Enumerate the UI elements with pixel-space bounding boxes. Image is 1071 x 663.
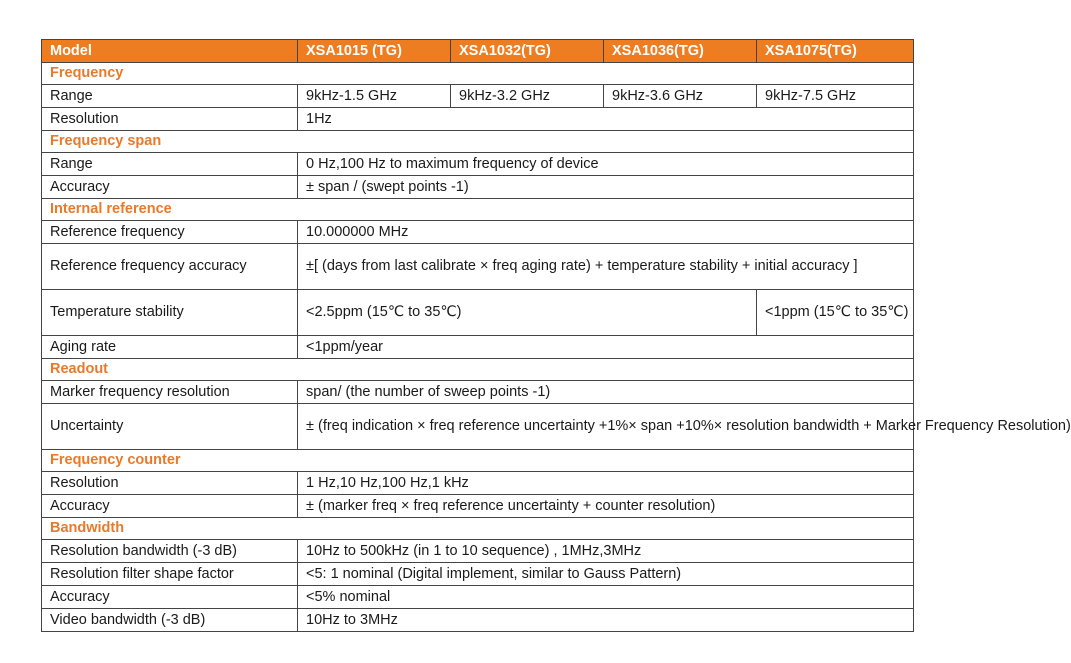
table-row <box>42 404 914 450</box>
section-title: Frequency <box>42 63 914 85</box>
cell-value: <5% nominal <box>298 586 914 609</box>
header-xsa1036: XSA1036(TG) <box>604 40 757 63</box>
row-label: Reference frequency <box>42 221 298 244</box>
table-row <box>42 495 914 518</box>
section-internal-reference <box>42 199 914 221</box>
cell-value: ± (freq indication × freq reference uncertainty +1%× span +10%× resolution bandwidth + Marker Frequency Resolution) <box>298 404 914 450</box>
row-label: Marker frequency resolution <box>42 381 298 404</box>
table-row <box>42 108 914 131</box>
cell-value: 0 Hz,100 Hz to maximum frequency of device <box>298 153 914 176</box>
row-label: Range <box>42 85 298 108</box>
section-title: Bandwidth <box>42 518 914 540</box>
table-row <box>42 336 914 359</box>
table-row <box>42 85 914 108</box>
row-label: Accuracy <box>42 586 298 609</box>
header-xsa1075: XSA1075(TG) <box>757 40 914 63</box>
row-label: Temperature stability <box>42 290 298 336</box>
cell-value: 9kHz-3.2 GHz <box>451 85 604 108</box>
cell-value: ±[ (days from last calibrate × freq aging rate) + temperature stability + initial accuracy ] <box>298 244 914 290</box>
cell-value: ± span / (swept points -1) <box>298 176 914 199</box>
cell-value: ± (marker freq × freq reference uncertainty + counter resolution) <box>298 495 914 518</box>
section-readout <box>42 359 914 381</box>
table-row <box>42 221 914 244</box>
row-label: Resolution <box>42 108 298 131</box>
row-label: Resolution filter shape factor <box>42 563 298 586</box>
row-label: Aging rate <box>42 336 298 359</box>
cell-value: <1ppm/year <box>298 336 914 359</box>
cell-value: 10Hz to 3MHz <box>298 609 914 632</box>
table-row <box>42 153 914 176</box>
row-label: Reference frequency accuracy <box>42 244 298 290</box>
row-label: Video bandwidth (-3 dB) <box>42 609 298 632</box>
row-label: Resolution <box>42 472 298 495</box>
header-xsa1015: XSA1015 (TG) <box>298 40 451 63</box>
section-frequency <box>42 63 914 85</box>
row-label: Accuracy <box>42 176 298 199</box>
table-row <box>42 563 914 586</box>
row-label: Resolution bandwidth (-3 dB) <box>42 540 298 563</box>
table-row <box>42 540 914 563</box>
cell-value: 1Hz <box>298 108 914 131</box>
cell-value: 9kHz-7.5 GHz <box>757 85 914 108</box>
row-label: Accuracy <box>42 495 298 518</box>
section-title: Internal reference <box>42 199 914 221</box>
row-label: Range <box>42 153 298 176</box>
section-frequency-span <box>42 131 914 153</box>
section-title: Readout <box>42 359 914 381</box>
cell-value: 10.000000 MHz <box>298 221 914 244</box>
table-row <box>42 586 914 609</box>
table-row <box>42 609 914 632</box>
cell-value: <5: 1 nominal (Digital implement, similar to Gauss Pattern) <box>298 563 914 586</box>
header-xsa1032: XSA1032(TG) <box>451 40 604 63</box>
table-row <box>42 472 914 495</box>
cell-value: 9kHz-1.5 GHz <box>298 85 451 108</box>
row-label: Uncertainty <box>42 404 298 450</box>
section-bandwidth <box>42 518 914 540</box>
table-row <box>42 176 914 199</box>
cell-value: <2.5ppm (15℃ to 35℃) <box>298 290 757 336</box>
cell-value: <1ppm (15℃ to 35℃) <box>757 290 914 336</box>
cell-value: 1 Hz,10 Hz,100 Hz,1 kHz <box>298 472 914 495</box>
table-row <box>42 244 914 290</box>
header-model: Model <box>42 40 298 63</box>
cell-value: span/ (the number of sweep points -1) <box>298 381 914 404</box>
section-frequency-counter <box>42 450 914 472</box>
cell-value: 10Hz to 500kHz (in 1 to 10 sequence) , 1MHz,3MHz <box>298 540 914 563</box>
cell-value: 9kHz-3.6 GHz <box>604 85 757 108</box>
section-title: Frequency span <box>42 131 914 153</box>
spec-table <box>41 39 1071 632</box>
table-row <box>42 290 914 336</box>
header-row <box>42 40 914 63</box>
section-title: Frequency counter <box>42 450 914 472</box>
table-row <box>42 381 914 404</box>
